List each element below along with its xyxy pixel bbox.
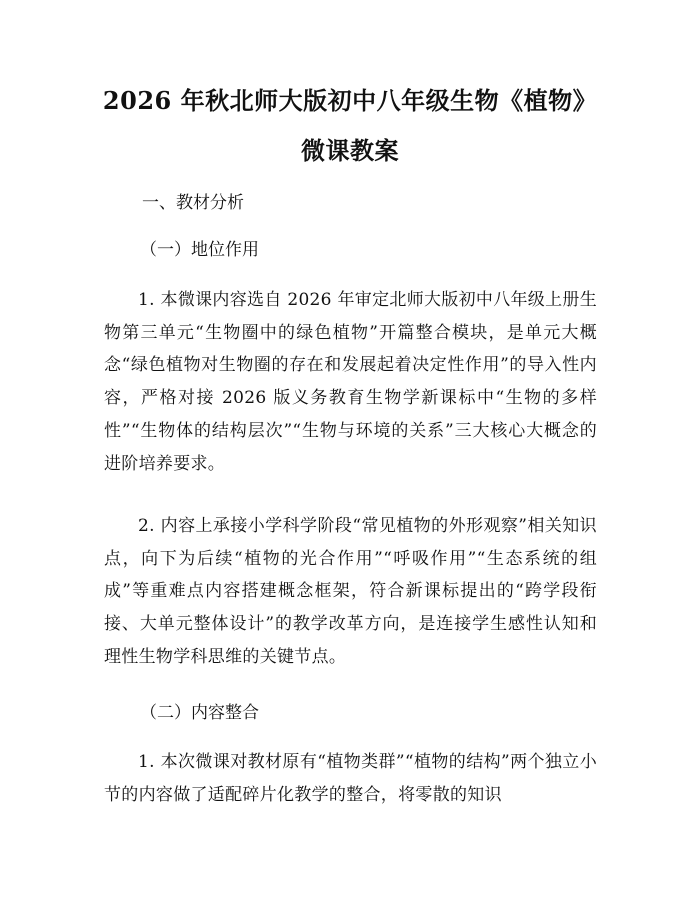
paragraph-2: 2. 内容上承接小学科学阶段“常见植物的外形观察”相关知识点，向下为后续“植物的光合作用”“呼吸作用”“生态系统的组成”等重难点内容搭建概念框架，符合新课标提出的“跨学段衔接、大单元整体设计”的教学改革方向，是连接学生感性认知和理性生物学科思维的关键节点。 [104, 516, 597, 667]
section-heading-textbook-analysis: 一、教材分析 [142, 193, 244, 213]
paragraph-3: 1. 本次微课对教材原有“植物类群”“植物的结构”两个独立小节的内容做了适配碎片化教学的整合，将零散的知识 [104, 752, 597, 805]
document-title-line2: 微课教案 [301, 136, 399, 165]
subsection-heading-role: （一）地位作用 [140, 240, 259, 260]
document-title-line1: 2026 年秋北师大版初中八年级生物《植物》 [102, 86, 598, 115]
paragraph-1: 1. 本微课内容选自 2026 年审定北师大版初中八年级上册生物第三单元“生物圈中的绿色植物”开篇整合模块，是单元大概念“绿色植物对生物圈的存在和发展起着决定性作用”的导入性内容，严格对接 2026 版义务教育生物学新课标中“生物的多样性”“生物体的结构层次”“生物与环境的关系”三大核心大概念的进阶培养要求。 [104, 290, 597, 474]
subsection-heading-content-integration: （二）内容整合 [140, 703, 259, 723]
